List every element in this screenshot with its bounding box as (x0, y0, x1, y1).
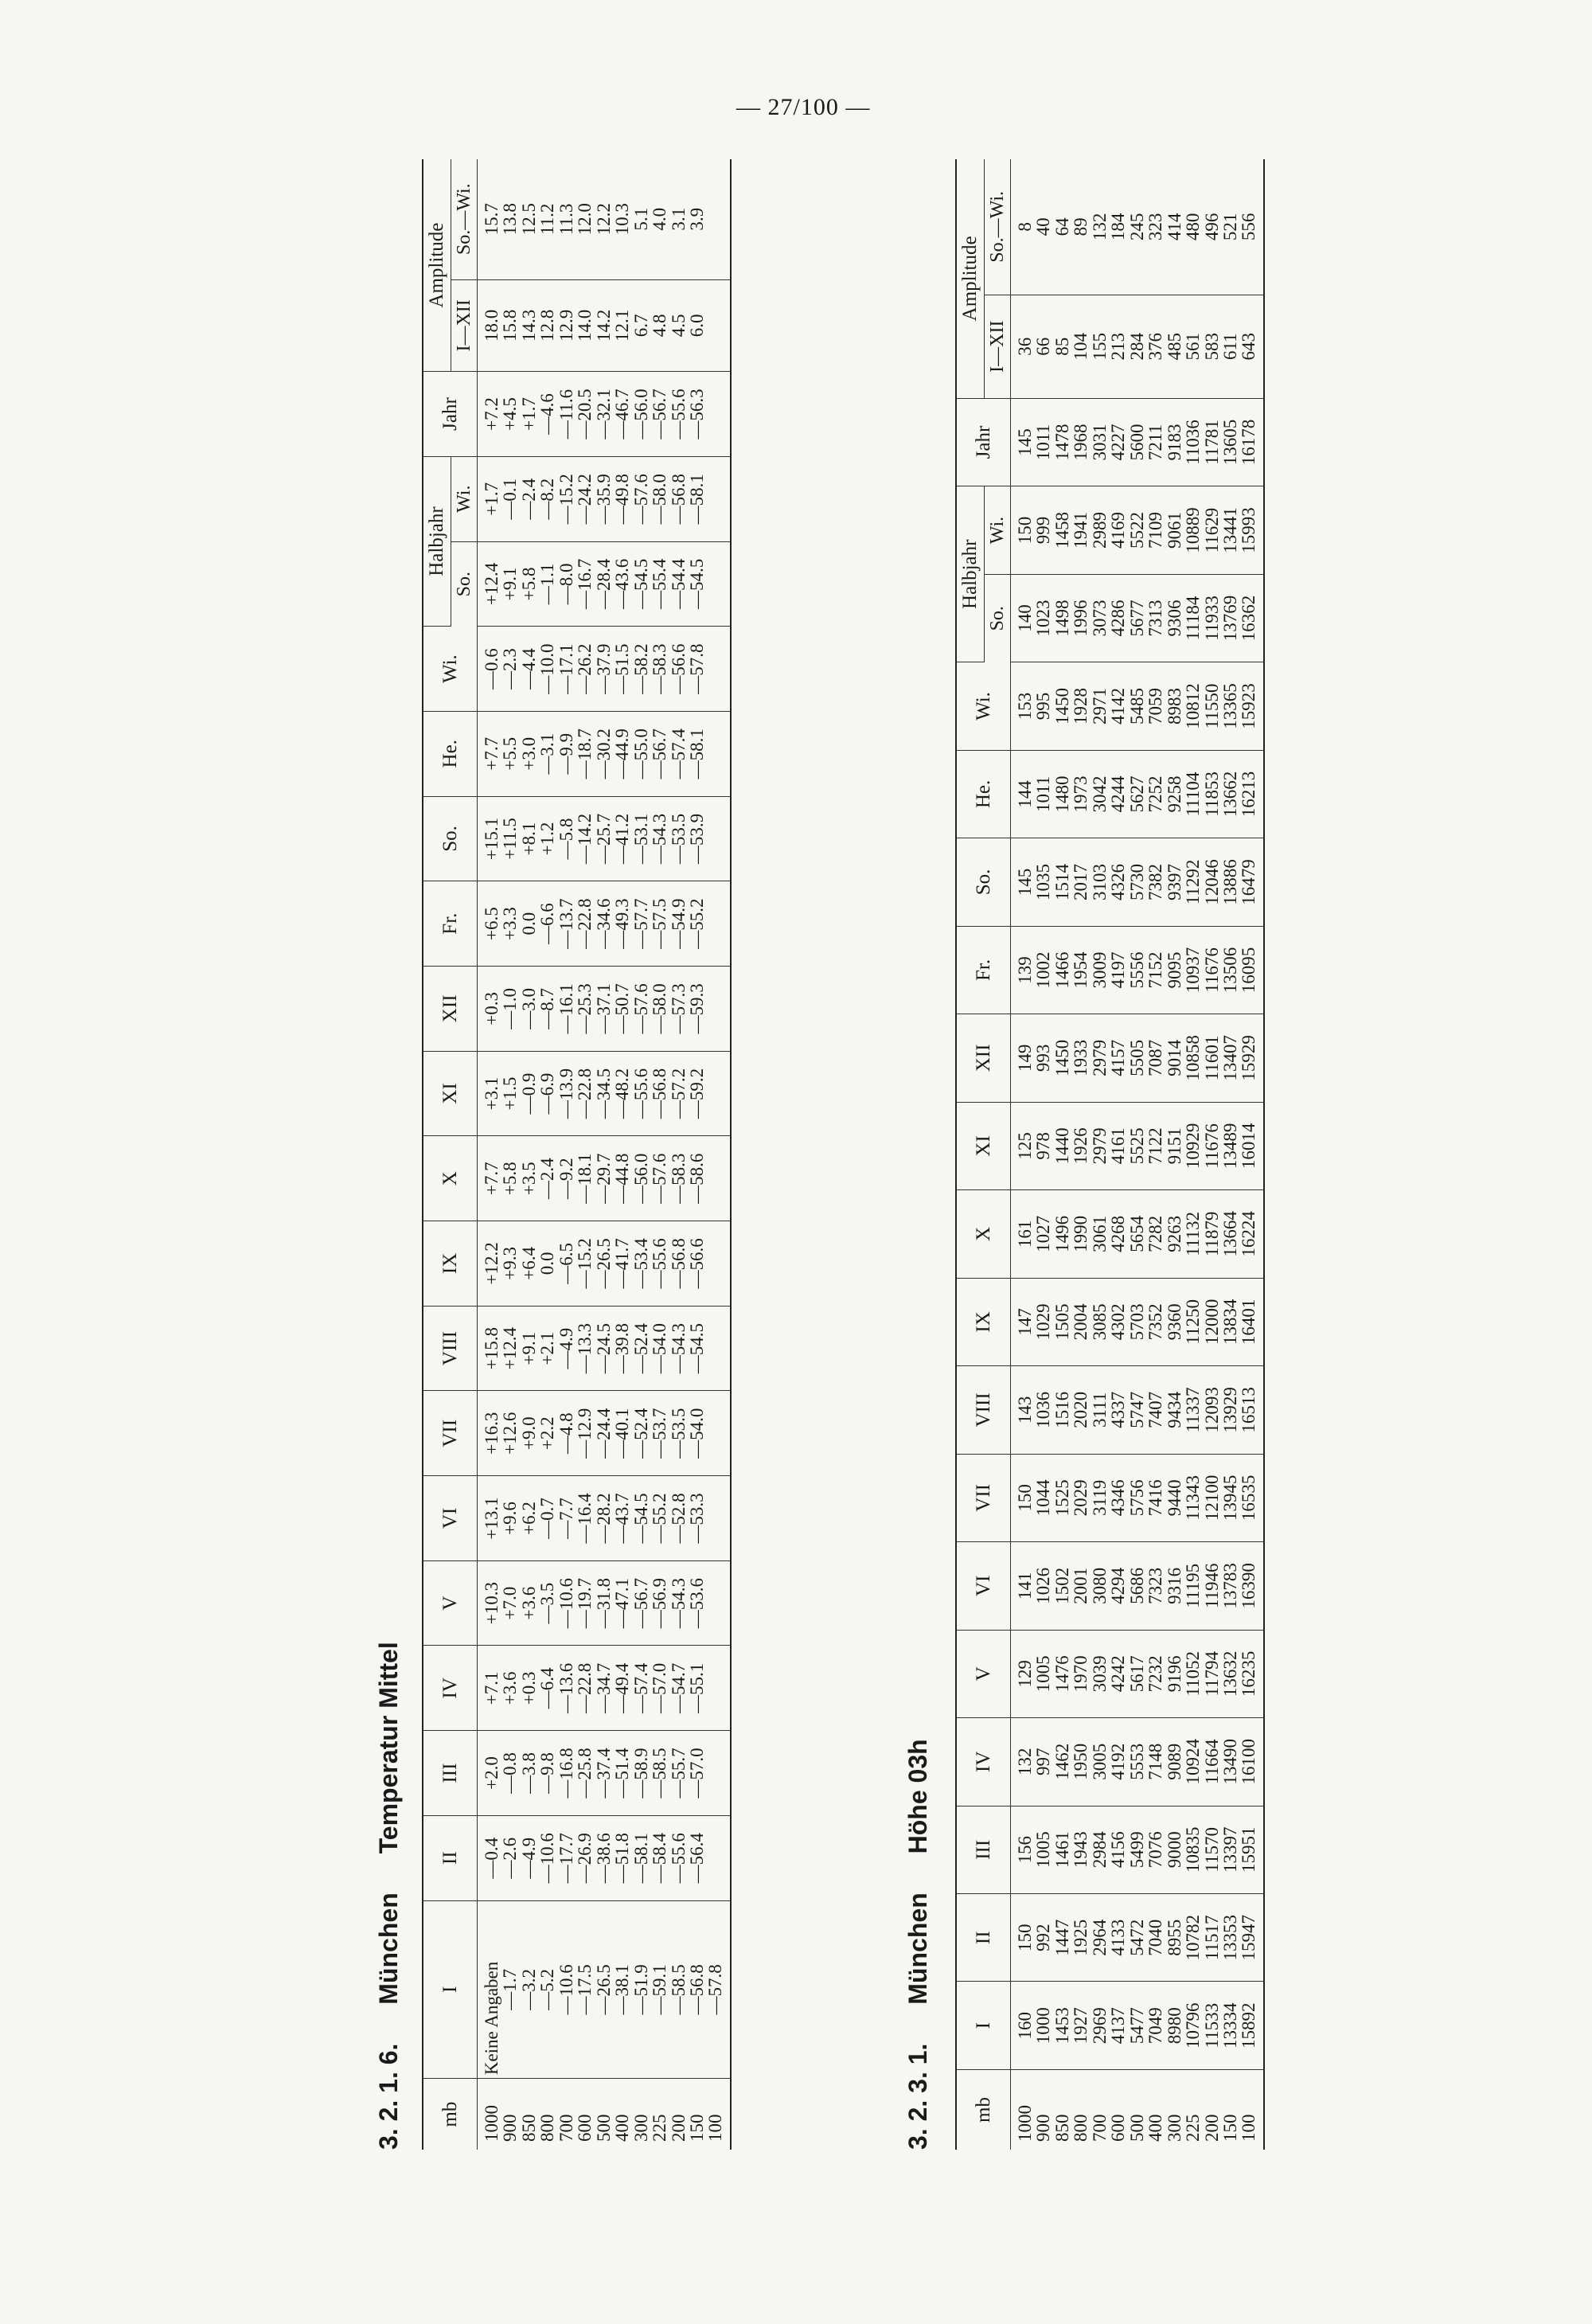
data-column-cell: +12.4 +9.1 +5.8 —1.1 —8.0 —16.7 —28.4 —43.6 —54.5 —55.4 —54.4 —54.5 (477, 541, 730, 627)
rotated-content (255, 135, 1544, 2205)
header-month: XI (956, 1102, 1010, 1189)
table2-section-number: 3. 2. 3. 1. (903, 2043, 932, 2150)
data-column-cell: +16.3 +12.6 +9.0 +2.2 —4.8 —12.9 —24.4 —40.1 —52.4 —53.7 —53.5 —54.0 (477, 1391, 730, 1476)
data-column-cell: 18.0 15.8 14.3 12.8 12.9 14.0 14.2 12.1 6.7 4.8 4.5 6.0 (477, 279, 730, 372)
data-column-cell: +7.7 +5.8 +3.5 —2.4 —9.2 —18.1 —29.7 —44.8 —56.0 —57.6 —58.3 —58.6 (477, 1136, 730, 1221)
header-month: II (423, 1815, 477, 1900)
data-column-cell: +7.7 +5.5 +3.0 —3.1 —9.9 —18.7 —30.2 —44.9 —55.0 —56.7 —57.4 —58.1 (477, 711, 730, 796)
header-halbjahr: Halbjahr (423, 456, 451, 626)
header-month: X (956, 1190, 1010, 1278)
data-column-cell: 150 992 1447 1925 2964 4133 5472 7040 8955 10782 11517 13353 15947 (1010, 1894, 1263, 1982)
table2-place: München (903, 1892, 932, 2005)
data-column-cell: 140 1023 1498 1996 3073 4286 5677 7313 9306 11184 11933 13769 16362 (1010, 574, 1263, 662)
no-data-note: Keine Angaben (481, 1961, 501, 2076)
header-amplitude: Amplitude (956, 159, 984, 398)
header-month: VII (956, 1454, 1010, 1541)
header-halbjahr-sub: So. (984, 574, 1010, 662)
header-month: I (956, 1982, 1010, 2069)
header-halbjahr-sub: Wi. (984, 486, 1010, 574)
data-column-cell: 149 993 1450 1933 2979 4157 5505 7087 9014 10858 11601 13407 15929 (1010, 1014, 1263, 1102)
data-column-cell: +10.3 +7.0 +3.6 —3.5 —10.6 —19.7 —31.8 —47.1 —56.7 —56.9 —54.3 —53.6 (477, 1560, 730, 1646)
temperature-table (422, 159, 732, 2150)
header-month: V (423, 1560, 477, 1646)
header-month: I (423, 1900, 477, 2079)
header-month: XII (423, 966, 477, 1051)
header-month: IV (423, 1646, 477, 1731)
table-row (477, 159, 730, 2150)
header-season: Fr. (423, 881, 477, 967)
table2-heading (903, 1739, 933, 2150)
table-row (1010, 159, 1263, 2150)
data-column-cell: +15.1 +11.5 +8.1 +1.2 —5.8 —14.2 —25.7 —41.2 —53.1 —54.3 —53.5 —53.9 (477, 796, 730, 881)
data-column-cell: 150 1044 1525 2029 3119 4346 5756 7416 9440 11343 12100 13945 16535 (1010, 1454, 1263, 1541)
header-month: VI (956, 1542, 1010, 1630)
height-table (955, 159, 1265, 2150)
header-season: He. (423, 711, 477, 796)
data-column-cell: 129 1005 1476 1970 3039 4242 5617 7232 9196 11052 11794 13632 16235 (1010, 1630, 1263, 1717)
data-column-cell: 150 999 1458 1941 2989 4169 5522 7109 9061 10889 11629 13441 15993 (1010, 486, 1263, 574)
header-month: XI (423, 1051, 477, 1136)
data-column-cell: 8 40 64 89 132 184 245 323 414 480 496 521 556 (1010, 159, 1263, 295)
header-amplitude-sub: I—XII (451, 279, 477, 372)
data-column-cell: +7.2 +4.5 +1.7 —4.6 —11.6 —20.5 —32.1 —46.7 —56.0 —56.7 —55.6 —56.3 (477, 372, 730, 457)
header-season: Fr. (956, 926, 1010, 1014)
data-column-cell: —0.6 —2.3 —4.4 —10.0 —17.1 —26.2 —37.9 —51.5 —58.2 —58.3 —56.6 —57.8 (477, 627, 730, 712)
pressure-levels-cell: 1000 900 850 800 700 600 500 400 300 225 200 150 100 (481, 2105, 726, 2142)
data-column-cell: 153 995 1450 1928 2971 4142 5485 7059 8983 10812 11550 13365 15923 (1010, 662, 1263, 750)
header-season: Wi. (956, 662, 1010, 750)
header-month: IV (956, 1718, 1010, 1806)
header-jahr: Jahr (423, 372, 477, 457)
header-halbjahr-sub: Wi. (451, 456, 477, 541)
data-column-cell: +6.5 +3.3 0.0 —6.6 —13.7 —22.8 —34.6 —49.3 —57.7 —57.5 —54.9 —55.2 (477, 881, 730, 967)
pressure-levels-cell: 1000 900 850 800 700 600 500 400 300 225 200 150 100 (1014, 2105, 1259, 2142)
data-column-cell: +13.1 +9.6 +6.2 —0.7 —7.7 —16.4 —28.2 —43.7 —54.5 —55.2 —52.8 —53.3 (477, 1476, 730, 1561)
data-column-cell: Keine Angaben —1.7 —3.2 —5.2 —10.6 —17.5 —26.5 —38.1 —51.9 —59.1 —58.5 —56.8 —57.8 (477, 1900, 730, 2079)
header-month: III (956, 1806, 1010, 1893)
data-column-cell: +3.1 +1.5 —0.9 —6.9 —13.9 —22.8 —34.5 —48.2 —55.6 —56.8 —57.2 —59.2 (477, 1051, 730, 1136)
header-amplitude-sub: So.—Wi. (451, 159, 477, 279)
data-column-cell: +12.2 +9.3 +6.4 0.0 —6.5 —15.2 —26.5 —41.7 —53.4 —55.6 —56.8 —56.6 (477, 1221, 730, 1307)
header-halbjahr-sub: So. (451, 541, 477, 627)
data-column-cell: 145 1035 1514 2017 3103 4326 5730 7382 9397 11292 12046 13886 16479 (1010, 838, 1263, 926)
data-column-cell: +7.1 +3.6 +0.3 —6.4 —13.6 —22.8 —34.7 —49.4 —57.4 —57.0 —54.7 —55.1 (477, 1646, 730, 1731)
table1-title: Temperatur Mittel (374, 1642, 403, 1854)
page-number: — 27/100 — (736, 94, 871, 120)
header-amplitude: Amplitude (423, 159, 451, 372)
header-season: He. (956, 750, 1010, 838)
data-column-cell: 147 1029 1505 2004 3085 4302 5703 7352 9360 11250 12000 13834 16401 (1010, 1278, 1263, 1365)
header-month: VI (423, 1476, 477, 1561)
data-column-cell: 143 1036 1516 2020 3111 4337 5747 7407 9434 11337 12093 13929 16513 (1010, 1366, 1263, 1454)
header-month: IX (423, 1221, 477, 1307)
header-month: II (956, 1894, 1010, 1982)
data-column-cell: +1.7 —0.1 —2.4 —8.2 —15.2 —24.2 —35.9 —49.8 —57.6 —58.0 —56.8 —58.1 (477, 456, 730, 541)
header-mb: mb (956, 2069, 1010, 2150)
header-month: V (956, 1630, 1010, 1717)
header-halbjahr: Halbjahr (956, 486, 984, 662)
data-column-cell: +0.3 —1.0 —3.0 —8.7 —16.1 —25.3 —37.1 —50.7 —57.6 —58.0 —57.3 —59.3 (477, 966, 730, 1051)
data-column-cell: 141 1026 1502 2001 3080 4294 5686 7323 9316 11195 11946 13783 16390 (1010, 1542, 1263, 1630)
data-column-cell: +2.0 —0.8 —3.8 —9.8 —16.8 —25.8 —37.4 —51.4 —58.9 —58.5 —55.7 —57.0 (477, 1731, 730, 1816)
header-amplitude-sub: I—XII (984, 295, 1010, 398)
data-column-cell: 36 66 85 104 155 213 284 376 485 561 583 611 643 (1010, 295, 1263, 398)
header-season: Wi. (423, 627, 477, 712)
data-column-cell: 139 1002 1466 1954 3009 4197 5556 7152 9095 10937 11676 13506 16095 (1010, 926, 1263, 1014)
header-amplitude-sub: So.—Wi. (984, 159, 1010, 295)
header-month: XII (956, 1014, 1010, 1102)
header-month: X (423, 1136, 477, 1221)
header-month: VII (423, 1391, 477, 1476)
header-month: VIII (956, 1366, 1010, 1454)
header-month: VIII (423, 1306, 477, 1391)
header-month: III (423, 1731, 477, 1816)
header-month: IX (956, 1278, 1010, 1365)
data-column-cell: 125 978 1440 1926 2979 4161 5525 7122 9151 10929 11676 13489 16014 (1010, 1102, 1263, 1189)
data-column-cell: —0.4 —2.6 —4.9 —10.6 —17.7 —26.9 —38.6 —51.8 —58.1 —58.4 —55.6 —56.4 (477, 1815, 730, 1900)
data-column-cell: 161 1027 1496 1990 3061 4268 5654 7282 9263 11132 11879 13664 16224 (1010, 1190, 1263, 1278)
data-column-cell: 132 997 1462 1950 3005 4192 5553 7148 9089 10924 11664 13490 16100 (1010, 1718, 1263, 1806)
header-season: So. (956, 838, 1010, 926)
header-jahr: Jahr (956, 398, 1010, 486)
table1-heading (374, 1642, 404, 2150)
table1-section-number: 3. 2. 1. 6. (374, 2043, 403, 2150)
data-column-cell: 156 1005 1461 1943 2984 4156 5499 7076 9000 10835 11570 13397 15951 (1010, 1806, 1263, 1893)
data-column-cell: 160 1000 1453 1927 2969 4137 5477 7049 8980 10796 11533 13334 15892 (1010, 1982, 1263, 2069)
table2-title: Höhe 03h (903, 1739, 932, 1854)
header-mb: mb (423, 2079, 477, 2150)
data-column-cell: 15.7 13.8 12.5 11.2 11.3 12.0 12.2 10.3 5.1 4.0 3.1 3.9 (477, 159, 730, 279)
data-column-cell: +15.8 +12.4 +9.1 +2.1 —4.9 —13.3 —24.5 —39.8 —52.4 —54.0 —54.3 —54.5 (477, 1306, 730, 1391)
data-column-cell: 145 1011 1478 1968 3031 4227 5600 7211 9183 11036 11781 13605 16178 (1010, 398, 1263, 486)
data-column-cell: 144 1011 1480 1973 3042 4244 5627 7252 9258 11104 11853 13662 16213 (1010, 750, 1263, 838)
header-season: So. (423, 796, 477, 881)
table1-place: München (374, 1892, 403, 2005)
